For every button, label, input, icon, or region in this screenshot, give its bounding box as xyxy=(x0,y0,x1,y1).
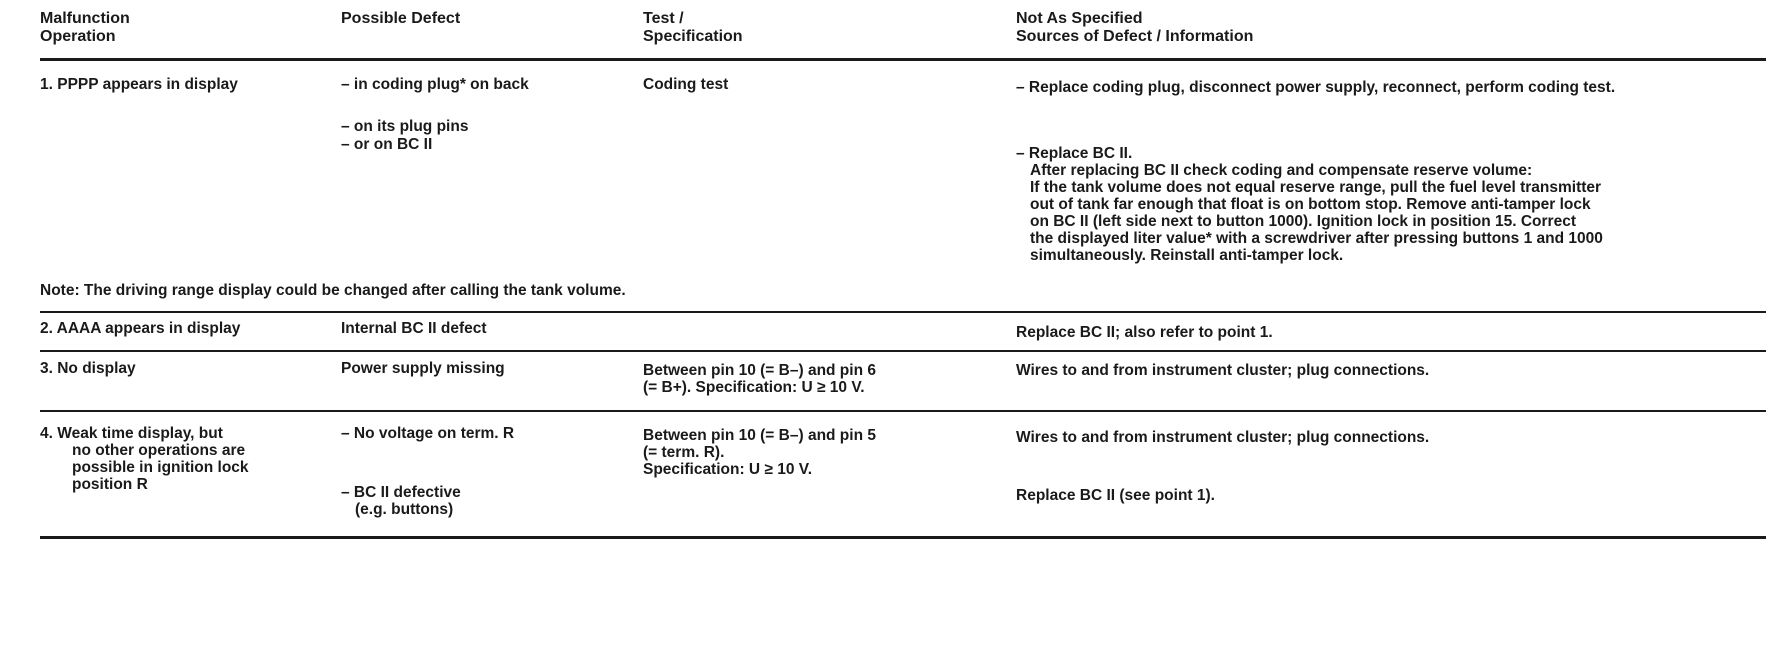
row4-malfunction-line: no other operations are xyxy=(72,442,246,459)
row4-malfunction xyxy=(40,425,249,493)
row1-source-heading: – Replace BC II. xyxy=(1016,145,1133,162)
row3-test-line: (= B+). Specification: U ≥ 10 V. xyxy=(643,379,865,396)
row1-source-line: out of tank far enough that float is on bottom stop. Remove anti-tamper lock xyxy=(1030,196,1591,213)
row1-source-body xyxy=(1016,162,1603,264)
header-malfunction-operation xyxy=(40,10,130,46)
row4-test-line: Specification: U ≥ 10 V. xyxy=(643,461,813,478)
header-text: Possible Defect xyxy=(341,10,461,27)
row4-test-line: Between pin 10 (= B–) and pin 5 xyxy=(643,427,876,444)
header-text: Operation xyxy=(40,28,116,45)
row3-test xyxy=(643,362,876,396)
header-sources-of-defect xyxy=(1016,10,1253,46)
row4-defect-line: – BC II defective xyxy=(341,484,461,501)
header-possible-defect xyxy=(341,10,460,28)
row3-defect: Power supply missing xyxy=(341,360,505,377)
header-test-specification xyxy=(643,10,743,46)
row1-test: Coding test xyxy=(643,76,729,93)
row4-source-wires: Wires to and from instrument cluster; plug connections. xyxy=(1016,429,1430,446)
row1-defect-coding-plug: – in coding plug* on back xyxy=(341,76,529,93)
row-divider xyxy=(40,350,1766,352)
row4-malfunction-line: possible in ignition lock xyxy=(72,459,249,476)
row4-test xyxy=(643,427,876,478)
row1-malfunction: 1. PPPP appears in display xyxy=(40,76,238,93)
row4-defect-no-voltage: – No voltage on term. R xyxy=(341,425,515,442)
row4-malfunction-line: 4. Weak time display, but xyxy=(40,425,223,442)
row2-source: Replace BC II; also refer to point 1. xyxy=(1016,324,1273,341)
row1-defect-bc2: – or on BC II xyxy=(341,136,433,153)
row-divider xyxy=(40,410,1766,412)
header-divider xyxy=(40,58,1766,61)
header-text: Specification xyxy=(643,28,743,45)
row1-source-line: simultaneously. Reinstall anti-tamper lock. xyxy=(1030,247,1344,264)
row4-test-line: (= term. R). xyxy=(643,444,725,461)
header-text: Not As Specified xyxy=(1016,10,1143,27)
row4-defect-bc2 xyxy=(341,484,461,518)
row1-source-line: the displayed liter value* with a screwdriver after pressing buttons 1 and 1000 xyxy=(1030,230,1603,247)
row3-source: Wires to and from instrument cluster; plug connections. xyxy=(1016,362,1430,379)
row4-source-replace-bc2: Replace BC II (see point 1). xyxy=(1016,487,1215,504)
row1-source-replace-coding-plug: – Replace coding plug, disconnect power supply, reconnect, perform coding test. xyxy=(1016,79,1616,96)
row-divider xyxy=(40,311,1766,313)
row4-defect-line: (e.g. buttons) xyxy=(355,501,454,518)
row1-defect-plug-pins: – on its plug pins xyxy=(341,118,469,135)
header-text: Test / xyxy=(643,10,684,27)
row1-note: Note: The driving range display could be changed after calling the tank volume. xyxy=(40,282,626,299)
row3-test-line: Between pin 10 (= B–) and pin 6 xyxy=(643,362,876,379)
row1-source-line: If the tank volume does not equal reserve range, pull the fuel level transmitter xyxy=(1030,179,1602,196)
header-text: Malfunction xyxy=(40,10,130,27)
row1-source-line: After replacing BC II check coding and compensate reserve volume: xyxy=(1030,162,1533,179)
header-text: Sources of Defect / Information xyxy=(1016,28,1254,45)
row4-malfunction-line: position R xyxy=(72,476,148,493)
table-bottom-rule xyxy=(40,536,1766,539)
row2-defect: Internal BC II defect xyxy=(341,320,487,337)
row1-source-line: on BC II (left side next to button 1000). Ignition lock in position 15. Correct xyxy=(1030,213,1576,230)
row3-malfunction: 3. No display xyxy=(40,360,136,377)
row2-malfunction: 2. AAAA appears in display xyxy=(40,320,241,337)
row1-source-replace-bc2 xyxy=(1016,145,1603,264)
